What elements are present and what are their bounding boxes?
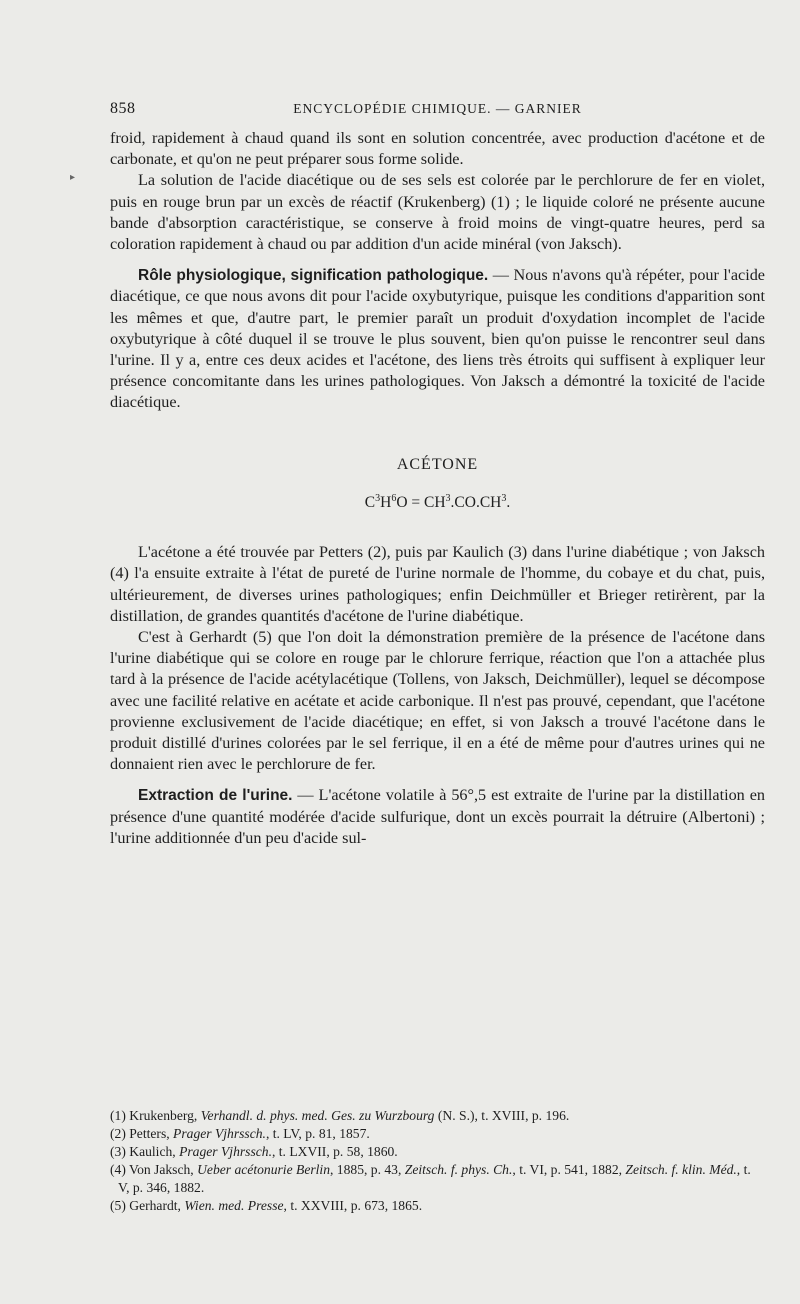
chemical-formula: $C^3H^6O = CH^3.CO.CH^3$. <box>364 492 511 511</box>
margin-mark: ▸ <box>70 172 76 183</box>
footnote-5: (5) Gerhardt, Wien. med. Presse, t. XXVIII, p. 673, 1865. <box>110 1198 423 1213</box>
page-number: 858 <box>110 100 136 117</box>
paragraph-4: L'acétone a été trouvée par Petters (2), puis par Kaulich (3) dans l'urine diabétique ; von Jaksch (4) l'a ensuite extraite à l'état de pureté de l'urine normale de l'homme, du cobaye et du chat, puis, ultérieurement, de diverses urines pathologiques; enfin Deichmüller et Brieger retirèrent, par la distillation, de grandes quantités d'acétone de l'urine diabétique. <box>110 543 765 625</box>
body-text <box>110 128 765 849</box>
footnote-1: (1) Krukenberg, Verhandl. d. phys. med. Ges. zu Wurzbourg (N. S.), t. XVIII, p. 196. <box>110 1108 570 1123</box>
paragraph-6-heading: Extraction de l'urine. <box>138 787 293 805</box>
section-title: ACÉTONE <box>396 455 479 473</box>
paragraph-6 <box>110 785 765 849</box>
paragraph-2: La solution de l'acide diacétique ou de ses sels est colorée par le perchlorure de fer en violet, puis en rouge brun par un excès de réactif (Krukenberg) (1) ; le liquide coloré ne présente aucune bande d'absorption caractéristique, se conserve à froid moins de vingt-quatre heures, perd sa coloration rapidement à chaud ou par addition d'un acide minéral (von Jaksch). <box>110 171 765 254</box>
paragraph-3-heading: Rôle physiologique, signification pathologique. <box>138 267 489 285</box>
paragraph-1: froid, rapidement à chaud quand ils sont en solution concentrée, avec production d'acétone et de carbonate, et qu'on ne peut préparer sous forme solide. <box>110 129 765 169</box>
paragraph-6-text: — L'acétone volatile à 56°,5 est extraite de l'urine par la distillation en présence d'une quantité modérée d'acide sulfurique, dont un excès pourrait la détruire (Albertoni) ; l'urine additionnée d'un peu d'acide sul- <box>110 786 765 847</box>
footnote-2: (2) Petters, Prager Vjhrssch., t. LV, p. 81, 1857. <box>110 1126 370 1141</box>
paragraph-5: C'est à Gerhardt (5) que l'on doit la démonstration première de la présence de l'acétone dans l'urine diabétique qui se colore en rouge par le chlorure ferrique, réaction que l'on a attachée plus tard à la présence de l'acide acétylacétique (Tollens, von Jaksch, Deichmüller), lequel se décompose avec une facilité relative en acétate et acide carbonique. Il n'est pas prouvé, cependant, que l'acétone provienne exclusivement de l'acide diacétique; en effet, si von Jaksch a trouvé l'acétone dans le produit distillé d'urines colorées par le sel ferrique, il en a été de même pour d'autres urines qui ne donnaient rien avec le perchlorure de fer. <box>110 628 765 774</box>
footnotes <box>110 1107 765 1215</box>
paragraph-3-text: — Nous n'avons qu'à répéter, pour l'acide diacétique, ce que nous avons dit pour l'acide oxybutyrique, puisque les conditions d'apparition sont les mêmes et que, d'autre part, le premier paraît un produit d'oxydation incomplet de l'acide oxybutyrique à côté duquel il se trouve le plus souvent, bien qu'on puisse le rencontrer seul dans l'urine. Il y a, entre ces deux acides et l'acétone, des liens très étroits qui suffisent à expliquer leur présence concomitante dans les urines pathologiques. Von Jaksch a démontré la toxicité de l'acide diacétique. <box>110 266 765 412</box>
running-head <box>110 100 765 120</box>
footnote-4: (4) Von Jaksch, Ueber acétonurie Berlin, 1885, p. 43, Zeitsch. f. phys. Ch., t. VI, p. 541, 1882, Zeitsch. f. klin. Méd., t. V, p. 346, 1882. <box>110 1162 751 1195</box>
running-title: ENCYCLOPÉDIE CHIMIQUE. — GARNIER <box>293 101 582 116</box>
footnote-3: (3) Kaulich, Prager Vjhrssch., t. LXVII, p. 58, 1860. <box>110 1144 398 1159</box>
paragraph-3 <box>110 265 765 413</box>
